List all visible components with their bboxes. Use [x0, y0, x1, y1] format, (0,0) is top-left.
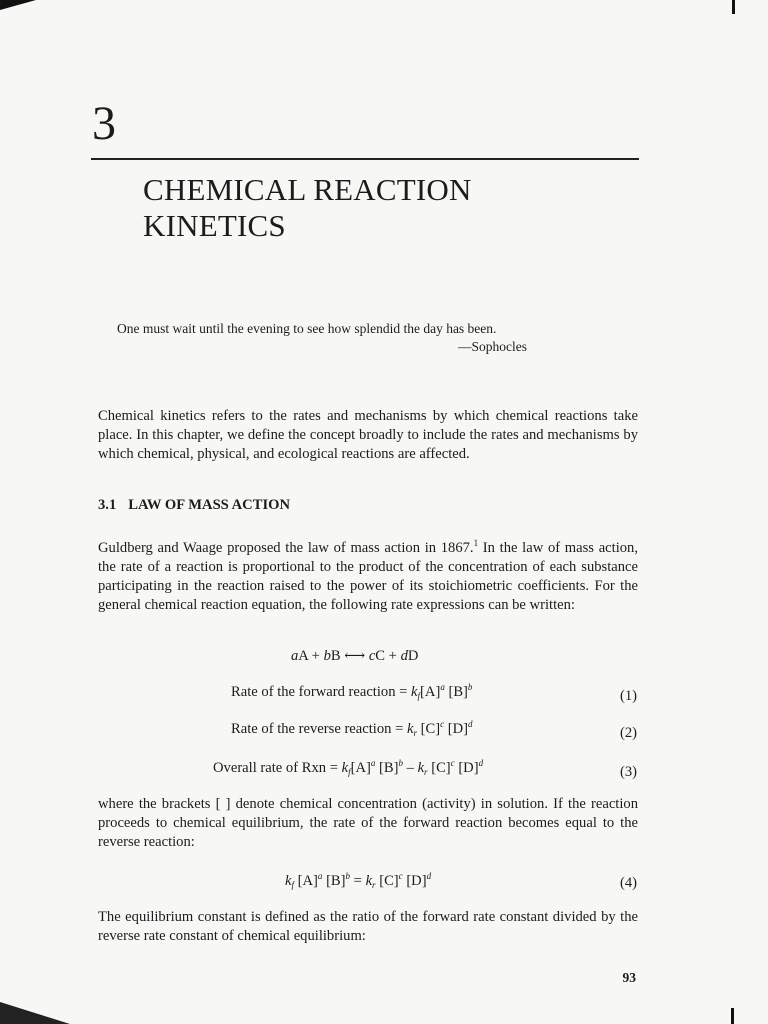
- mass-action-text-end: In the law of mass action, the rate of a reaction is proportional to the product of the concentration of each substance participating in the reaction raised to the power of its stoichiometric coefficients. For the general chemical reaction equation, the following rate expressions can be written:: [98, 540, 638, 613]
- scan-corner-top-left: [0, 0, 36, 10]
- equation-4-number: (4): [619, 875, 637, 891]
- chapter-title-line-1: CHEMICAL REACTION: [143, 172, 472, 207]
- chapter-title-line-2: KINETICS: [143, 208, 286, 243]
- page-number: 93: [622, 970, 636, 985]
- chapter-number: 3: [92, 97, 116, 150]
- section-number: 3.1: [98, 497, 117, 513]
- chapter-title: [143, 172, 472, 244]
- equation-3-number: (3): [619, 764, 637, 780]
- where-paragraph: where the brackets [ ] denote chemical concentration (activity) in solution. If the reaction proceeds to chemical equilibrium, the rate of the forward reaction becomes equal to the reverse reaction:: [98, 796, 638, 850]
- epigraph-attribution: —Sophocles: [458, 339, 527, 354]
- footnote-reference: 1: [473, 538, 479, 548]
- equation-2: Rate of the reverse reaction = $k_r$ $[C]^c$ $[D]^d$: [231, 719, 473, 738]
- equation-3: Overall rate of Rxn = $k_f[A]^a$ $[B]^b - k_r$ $[C]^c$ $[D]^d$: [213, 758, 484, 777]
- section-heading: [98, 497, 290, 514]
- scan-corner-bottom-left: [0, 1002, 70, 1024]
- scan-mark-top-right: [732, 0, 735, 14]
- equation-1: Rate of the forward reaction = $k_f[A]^a$ $[B]^b$: [231, 682, 473, 701]
- intro-paragraph: Chemical kinetics refers to the rates and mechanisms by which chemical reactions take place. In this chapter, we define the concept broadly to include the rates and mechanisms by which chemical, physical, and ecological reactions are affected.: [98, 408, 638, 462]
- general-reaction-equation: aA + bB ⟷ cC + dD: [291, 648, 419, 664]
- equation-1-number: (1): [619, 688, 637, 704]
- mass-action-text-start: Guldberg and Waage proposed the law of mass action in 1867.: [98, 540, 474, 556]
- chapter-rule: [91, 158, 639, 160]
- equilibrium-paragraph: The equilibrium constant is defined as the ratio of the forward rate constant divided by the reverse rate constant of chemical equilibrium:: [98, 909, 638, 944]
- epigraph: [117, 320, 527, 356]
- epigraph-quote: One must wait until the evening to see how splendid the day has been.: [117, 321, 497, 336]
- scan-mark-bottom-right: [731, 1008, 734, 1024]
- equation-4: $k_f$ $[A]^a$ $[B]^b = k_r$ $[C]^c$ $[D]^d$: [285, 871, 432, 890]
- mass-action-paragraph: [98, 539, 638, 615]
- equation-2-number: (2): [619, 725, 637, 741]
- section-title: LAW OF MASS ACTION: [128, 497, 291, 513]
